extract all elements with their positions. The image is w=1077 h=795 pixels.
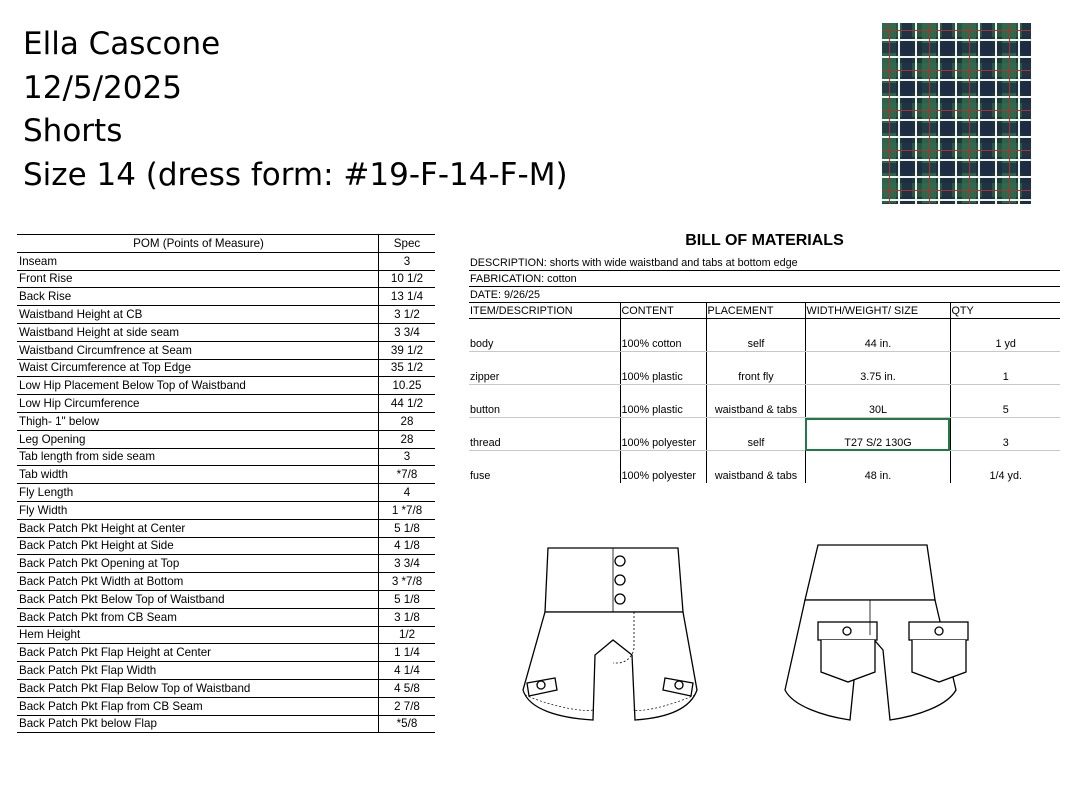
pom-row <box>17 484 435 502</box>
pom-label: Thigh- 1" below <box>17 412 379 430</box>
bom-cell-placement: waistband & tabs <box>706 385 805 418</box>
bom-cell-placement: self <box>706 319 805 352</box>
pom-spec: 10 1/2 <box>379 270 436 288</box>
bom-cell-width: T27 S/2 130G <box>805 418 950 451</box>
pom-row <box>17 323 435 341</box>
pom-label: Front Rise <box>17 270 379 288</box>
pom-row <box>17 252 435 270</box>
bom-cell-qty: 3 <box>950 418 1060 451</box>
pom-spec: 5 1/8 <box>379 590 436 608</box>
pom-spec: 4 1/8 <box>379 537 436 555</box>
pom-row <box>17 306 435 324</box>
bom-col-width: WIDTH/WEIGHT/ SIZE <box>805 303 950 319</box>
front-view-sketch <box>523 548 697 720</box>
pom-row <box>17 501 435 519</box>
header-date: 12/5/2025 <box>23 69 182 106</box>
bom-description: DESCRIPTION: shorts with wide waistband and tabs at bottom edge <box>469 255 1060 271</box>
pom-label: Back Patch Pkt Opening at Top <box>17 555 379 573</box>
pom-header-spec: Spec <box>379 235 436 253</box>
bom-cell-width: 48 in. <box>805 451 950 484</box>
bom-row <box>469 385 1060 418</box>
bom-cell-content: 100% plastic <box>620 385 706 418</box>
bom-row <box>469 319 1060 352</box>
pom-spec: 3 *7/8 <box>379 573 436 591</box>
pom-header-row <box>17 235 435 253</box>
pom-spec: 3 <box>379 252 436 270</box>
pom-label: Tab width <box>17 466 379 484</box>
bom-col-placement: PLACEMENT <box>706 303 805 319</box>
header-block <box>23 23 568 197</box>
pom-label: Back Patch Pkt Flap Width <box>17 662 379 680</box>
pom-label: Tab length from side seam <box>17 448 379 466</box>
bom-cell-width: 30L <box>805 385 950 418</box>
pom-label: Fly Width <box>17 501 379 519</box>
pom-label: Back Patch Pkt Flap from CB Seam <box>17 697 379 715</box>
pom-spec: 28 <box>379 430 436 448</box>
bom-row <box>469 418 1060 451</box>
bom-fabrication-row <box>469 271 1060 287</box>
pom-label: Waist Circumference at Top Edge <box>17 359 379 377</box>
pom-spec: 1 *7/8 <box>379 501 436 519</box>
bom-table <box>469 255 1060 483</box>
pom-row <box>17 341 435 359</box>
pom-row <box>17 590 435 608</box>
bom-col-content: CONTENT <box>620 303 706 319</box>
pom-label: Back Patch Pkt Below Top of Waistband <box>17 590 379 608</box>
pom-spec: 4 1/4 <box>379 662 436 680</box>
pom-spec: 2 7/8 <box>379 697 436 715</box>
bom-col-qty: QTY <box>950 303 1060 319</box>
pom-label: Back Patch Pkt from CB Seam <box>17 608 379 626</box>
bom-title: BILL OF MATERIALS <box>685 232 844 249</box>
pom-row <box>17 466 435 484</box>
pom-row <box>17 573 435 591</box>
bom-cell-content: 100% polyester <box>620 418 706 451</box>
pom-spec: 3 1/8 <box>379 608 436 626</box>
pom-label: Waistband Height at CB <box>17 306 379 324</box>
bom-cell-content: 100% polyester <box>620 451 706 484</box>
pom-row <box>17 448 435 466</box>
pom-label: Leg Opening <box>17 430 379 448</box>
pom-row <box>17 377 435 395</box>
bom-row <box>469 352 1060 385</box>
pom-spec: 10.25 <box>379 377 436 395</box>
pom-spec: 3 3/4 <box>379 555 436 573</box>
bom-col-item: ITEM/DESCRIPTION <box>469 303 620 319</box>
bom-cell-item: body <box>469 319 620 352</box>
pom-spec: 13 1/4 <box>379 288 436 306</box>
pom-label: Waistband Height at side seam <box>17 323 379 341</box>
pom-label: Back Patch Pkt Height at Side <box>17 537 379 555</box>
pom-label: Fly Length <box>17 484 379 502</box>
pom-label: Back Patch Pkt Flap Height at Center <box>17 644 379 662</box>
bom-cell-placement: waistband & tabs <box>706 451 805 484</box>
bom-fabrication: FABRICATION: cotton <box>469 271 1060 287</box>
pom-row <box>17 626 435 644</box>
pom-row <box>17 412 435 430</box>
pom-row <box>17 430 435 448</box>
pom-row <box>17 697 435 715</box>
bom-column-header-row <box>469 303 1060 319</box>
fabric-swatch <box>882 23 1031 204</box>
pom-row <box>17 270 435 288</box>
pom-spec: 39 1/2 <box>379 341 436 359</box>
pom-label: Back Rise <box>17 288 379 306</box>
bom-cell-content: 100% cotton <box>620 319 706 352</box>
pom-spec: 5 1/8 <box>379 519 436 537</box>
pom-row <box>17 679 435 697</box>
pom-spec: 4 <box>379 484 436 502</box>
bom-cell-placement: front fly <box>706 352 805 385</box>
pom-row <box>17 359 435 377</box>
pom-spec: 28 <box>379 412 436 430</box>
bom-cell-qty: 1 yd <box>950 319 1060 352</box>
bom-cell-qty: 1/4 yd. <box>950 451 1060 484</box>
pom-row <box>17 288 435 306</box>
pom-row <box>17 644 435 662</box>
pom-row <box>17 519 435 537</box>
pom-spec: 3 1/2 <box>379 306 436 324</box>
designer-name: Ella Cascone <box>23 26 221 62</box>
back-view-sketch <box>785 545 968 720</box>
pom-spec: 4 5/8 <box>379 679 436 697</box>
pom-label: Back Patch Pkt Flap Below Top of Waistband <box>17 679 379 697</box>
bom-description-row <box>469 255 1060 271</box>
pom-label: Back Patch Pkt Height at Center <box>17 519 379 537</box>
bom-cell-item: zipper <box>469 352 620 385</box>
pom-label: Low Hip Placement Below Top of Waistband <box>17 377 379 395</box>
bom-cell-qty: 5 <box>950 385 1060 418</box>
pom-label: Hem Height <box>17 626 379 644</box>
pom-spec: *5/8 <box>379 715 436 733</box>
bom-date-row <box>469 287 1060 303</box>
pom-label: Back Patch Pkt below Flap <box>17 715 379 733</box>
pom-row <box>17 537 435 555</box>
bom-cell-item: button <box>469 385 620 418</box>
pom-row <box>17 715 435 733</box>
garment-type: Shorts <box>23 113 123 149</box>
bom-cell-width: 44 in. <box>805 319 950 352</box>
pom-row <box>17 395 435 413</box>
pom-label: Back Patch Pkt Width at Bottom <box>17 573 379 591</box>
flat-sketches <box>515 540 1065 725</box>
pom-label: Inseam <box>17 252 379 270</box>
pom-row <box>17 662 435 680</box>
pom-spec: 35 1/2 <box>379 359 436 377</box>
bom-cell-item: fuse <box>470 470 491 482</box>
pom-spec: 3 3/4 <box>379 323 436 341</box>
pom-label: Low Hip Circumference <box>17 395 379 413</box>
pom-spec: 1/2 <box>379 626 436 644</box>
bom-date: DATE: 9/26/25 <box>469 287 1060 303</box>
pom-row <box>17 608 435 626</box>
pom-spec: 1 1/4 <box>379 644 436 662</box>
bom-cell-qty: 1 <box>950 352 1060 385</box>
bom-cell-content: 100% plastic <box>620 352 706 385</box>
pom-table <box>17 234 435 733</box>
bom-row <box>469 451 1060 484</box>
pom-label: Waistband Circumfrence at Seam <box>17 341 379 359</box>
pom-spec: 44 1/2 <box>379 395 436 413</box>
bom-cell-placement: self <box>706 418 805 451</box>
bom-cell-item: thread <box>469 418 620 451</box>
pom-row <box>17 555 435 573</box>
pom-spec: 3 <box>379 448 436 466</box>
bom-cell-width: 3.75 in. <box>805 352 950 385</box>
pom-spec: *7/8 <box>379 466 436 484</box>
pom-header-label: POM (Points of Measure) <box>17 235 379 253</box>
size-info: Size 14 (dress form: #19-F-14-F-M) <box>23 156 568 193</box>
